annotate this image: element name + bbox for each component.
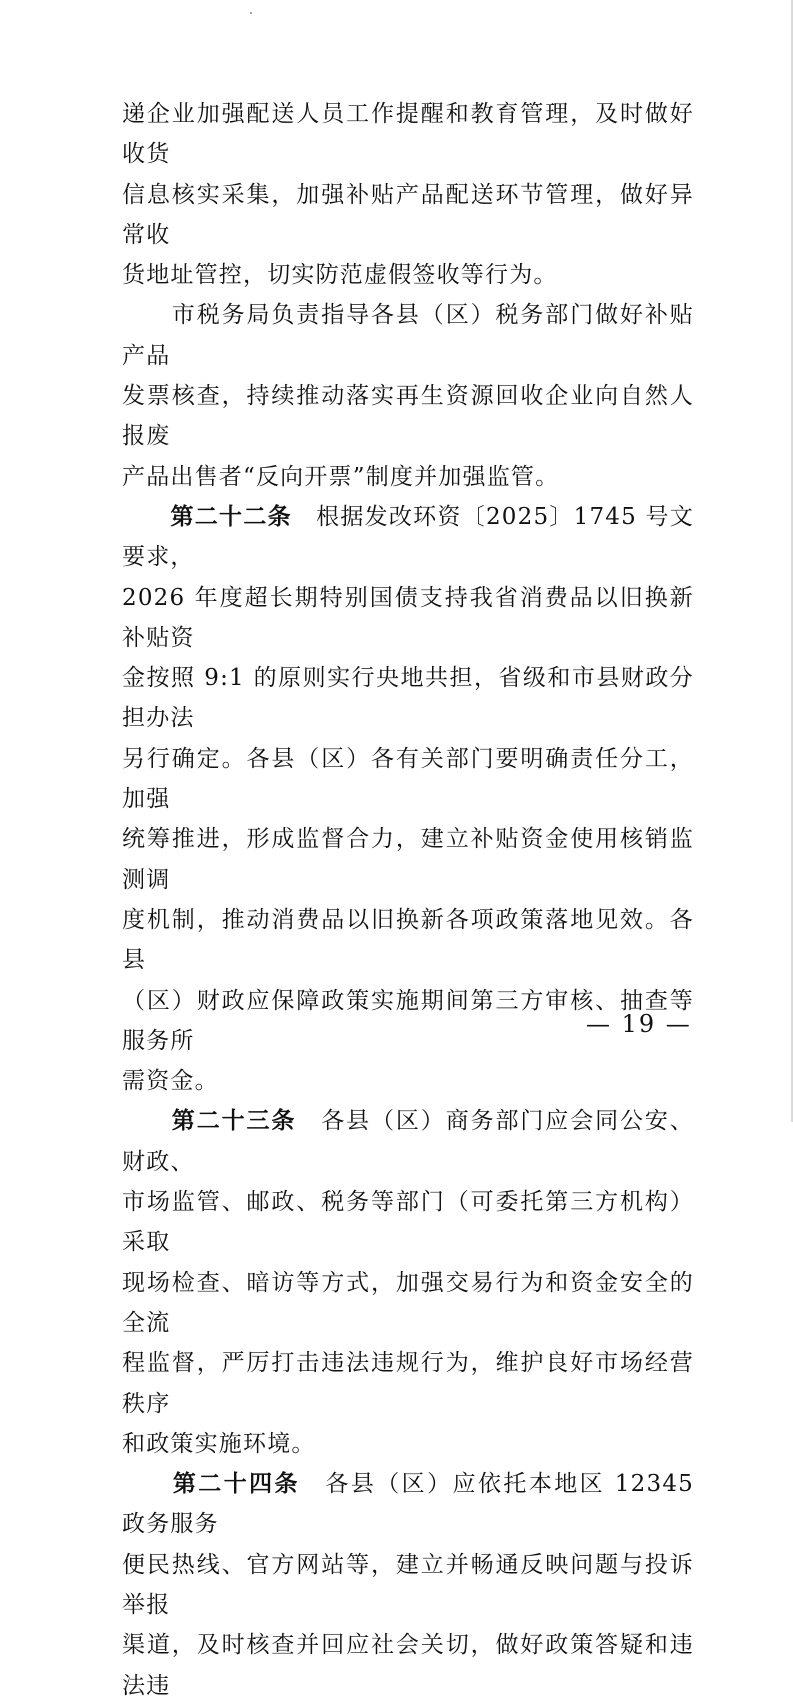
paragraph-2-line-2: 发票核查，持续推动落实再生资源回收企业向自然人报废: [122, 383, 694, 450]
article-23-line-2: 市场监管、邮政、税务等部门（可委托第三方机构）采取: [122, 1189, 694, 1256]
article-22-line-2: 2026 年度超长期特别国债支持我省消费品以旧换新补贴资: [122, 584, 694, 651]
article-23-heading: 第二十三条: [122, 1107, 297, 1135]
article-24-line-3: 渠道，及时核查并回应社会关切，做好政策答疑和违法违: [122, 1632, 694, 1699]
paragraph-2: [122, 295, 694, 496]
article-24: [122, 1464, 694, 1706]
scan-speck: [250, 12, 252, 14]
article-22-line-1: 根据发改环资〔2025〕1745 号文要求，: [122, 503, 694, 571]
paragraph-2-line-1: 市税务局负责指导各县（区）税务部门做好补贴产品: [122, 302, 694, 369]
article-24-line-1: 各县（区）应依托本地区 12345 政务服务: [122, 1471, 694, 1538]
article-24-line-2: 便民热线、官方网站等，建立并畅通反映问题与投诉举报: [122, 1551, 694, 1618]
page-number: — 19 —: [586, 1010, 692, 1038]
article-24-heading: 第二十四条: [122, 1470, 300, 1498]
article-22-heading: 第二十二条: [122, 502, 292, 530]
document-body: [122, 94, 694, 1706]
article-22-line-8: 需资金。: [122, 1068, 219, 1095]
paragraph-1-line-1: 递企业加强配送人员工作提醒和教育管理，及时做好收货: [122, 101, 694, 168]
article-23-line-3: 现场检查、暗访等方式，加强交易行为和资金安全的全流: [122, 1269, 694, 1336]
paragraph-1-line-3: 货地址管控，切实防范虚假签收等行为。: [122, 262, 558, 289]
article-22-line-5: 统筹推进，形成监督合力，建立补贴资金使用核销监测调: [122, 826, 694, 893]
article-22-line-3: 金按照 9:1 的原则实行央地共担，省级和市县财政分担办法: [122, 665, 694, 732]
article-23-line-1: 各县（区）商务部门应会同公安、财政、: [122, 1108, 695, 1175]
paragraph-1-line-2: 信息核实采集，加强补贴产品配送环节管理，做好异常收: [122, 181, 694, 248]
article-22-line-7: （区）财政应保障政策实施期间第三方审核、抽查等服务所: [122, 987, 694, 1054]
article-23: [122, 1101, 694, 1464]
paragraph-2-line-3: 产品出售者“反向开票”制度并加强监管。: [122, 463, 560, 490]
article-22-line-6: 度机制，推动消费品以旧换新各项政策落地见效。各县: [122, 906, 694, 974]
article-22-line-4: 另行确定。各县（区）各有关部门要明确责任分工，加强: [122, 745, 694, 813]
article-23-line-4: 程监督，严厉打击违法违规行为，维护良好市场经营秩序: [122, 1350, 694, 1417]
paragraph-1: [122, 94, 694, 295]
article-23-line-5: 和政策实施环境。: [122, 1430, 316, 1457]
